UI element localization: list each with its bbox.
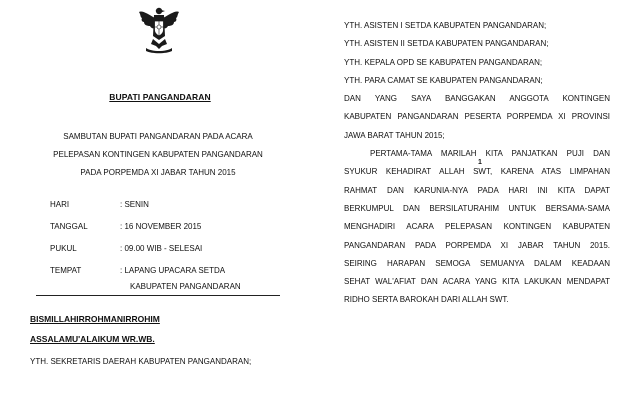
event-place-continuation: KABUPATEN PANGANDARAN xyxy=(130,282,241,291)
document-heading: BUPATI PANGANDARAN xyxy=(109,92,211,102)
paragraph-line: SYUKUR KEHADIRAT ALLAH SWT, KARENA ATAS LIMPAHAN xyxy=(344,167,610,177)
paragraph-line: RAHMAT DAN KARUNIA-NYA PADA HARI INI KITA DAPAT xyxy=(344,185,610,195)
garuda-emblem-icon xyxy=(138,6,180,54)
paragraph-line: SEHAT WAL'AFIAT DAN ACARA YANG KITA LAKUKAN MENDAPAT xyxy=(344,277,610,287)
paragraph-line: PANGANDARAN PADA PORPEMDA XI JABAR TAHUN 2015. xyxy=(344,240,610,250)
event-info-value: : 09.00 WIB - SELESAI xyxy=(120,244,203,253)
speech-title-line: PADA PORPEMDA XI JABAR TAHUN 2015 xyxy=(80,168,236,177)
salutation-line: YTH. PARA CAMAT SE KABUPATEN PANGANDARAN; xyxy=(344,75,543,85)
bismillah-greeting: BISMILLAHIRROHMANIRROHIM xyxy=(30,314,160,324)
speech-title-line: PELEPASAN KONTINGEN KABUPATEN PANGANDARAN xyxy=(53,150,263,159)
paragraph-line: RIDHO SERTA BAROKAH DARI ALLAH SWT. xyxy=(344,295,509,305)
paragraph-line: JAWA BARAT TAHUN 2015; xyxy=(344,130,445,140)
event-info-value: : 16 NOVEMBER 2015 xyxy=(120,222,202,231)
event-info-value: : SENIN xyxy=(120,200,149,209)
event-info-value: : LAPANG UPACARA SETDA xyxy=(120,266,226,275)
right-column xyxy=(344,17,610,310)
salam-greeting: ASSALAMU'ALAIKUM WR.WB. xyxy=(30,334,155,344)
salutation-line: YTH. KEPALA OPD SE KABUPATEN PANGANDARAN; xyxy=(344,57,543,67)
page-number: 1 xyxy=(478,159,482,166)
paragraph-line: SEIRING HARAPAN SEMOGA SEMUANYA DALAM KEADAAN xyxy=(344,258,610,268)
paragraph-line: DAN YANG SAYA BANGGAKAN ANGGOTA KONTINGEN xyxy=(344,94,610,104)
salutation-line: YTH. ASISTEN I SETDA KABUPATEN PANGANDARAN; xyxy=(344,21,547,30)
paragraph-line: KABUPATEN PANGANDARAN PESERTA PORPEMDA XI PROVINSI xyxy=(344,112,610,122)
event-info-label: TANGGAL xyxy=(50,222,88,231)
speech-title-line: SAMBUTAN BUPATI PANGANDARAN PADA ACARA xyxy=(63,132,253,141)
salutation-line: YTH. ASISTEN II SETDA KABUPATEN PANGANDARAN; xyxy=(344,39,549,49)
paragraph-line: PERTAMA-TAMA MARILAH KITA PANJATKAN PUJI DAN xyxy=(370,149,610,159)
event-info-label: PUKUL xyxy=(50,244,77,253)
divider-line xyxy=(36,295,280,296)
salutation-line: YTH. SEKRETARIS DAERAH KABUPATEN PANGANDARAN; xyxy=(30,357,252,366)
speech-title xyxy=(30,128,286,182)
event-info-label: HARI xyxy=(50,200,70,209)
paragraph-line: MENGHADIRI ACARA PELEPASAN KONTINGEN KABUPATEN xyxy=(344,222,610,232)
paragraph-line: BERKUMPUL DAN BERSILATURAHIM UNTUK BERSAMA-SAMA xyxy=(344,203,610,213)
event-info-label: TEMPAT xyxy=(50,266,82,275)
